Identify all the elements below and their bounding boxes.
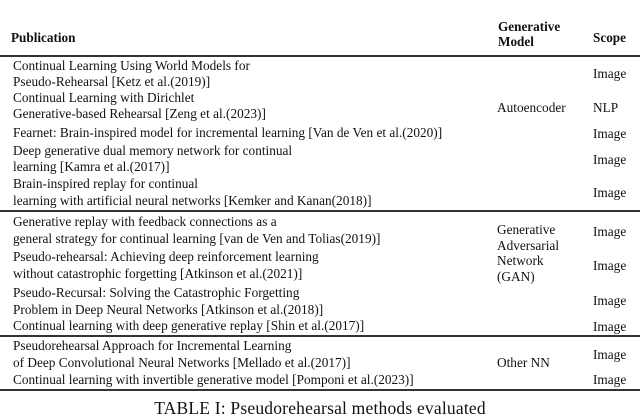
row-2-line-2: Generative-based Rehearsal [Zeng et al.(2023)] bbox=[13, 106, 266, 121]
row-1-scope: Image bbox=[593, 66, 627, 81]
row-5-scope: Image bbox=[593, 185, 627, 200]
row-1-line-2: Pseudo-Rehearsal [Ketz et al.(2019)] bbox=[13, 74, 211, 89]
row-5-line-2: learning with artificial neural networks [Kemker and Kanan(2018)] bbox=[13, 193, 372, 208]
row-2-line-1: Continual Learning with Dirichlet bbox=[13, 90, 195, 105]
model-gan: Generative Adversarial Network (GAN) bbox=[497, 222, 560, 284]
row-8-line-2: Problem in Deep Neural Networks [Atkinson et al.(2018)] bbox=[13, 302, 324, 317]
row-2-scope: NLP bbox=[593, 100, 619, 115]
row-7-scope: Image bbox=[593, 258, 627, 273]
row-10-line-2: of Deep Convolutional Neural Networks [Mellado et al.(2017)] bbox=[13, 355, 351, 370]
row-5-line-1: Brain-inspired replay for continual bbox=[13, 176, 198, 191]
row-4-line-1: Deep generative dual memory network for continual bbox=[13, 143, 293, 158]
row-9-line-1: Continual learning with deep generative replay [Shin et al.(2017)] bbox=[13, 318, 365, 333]
header-generative-model: Generative Model bbox=[498, 19, 561, 49]
row-4-scope: Image bbox=[593, 152, 627, 167]
row-8-line-1: Pseudo-Recursal: Solving the Catastrophic Forgetting bbox=[13, 285, 300, 300]
header-publication: Publication bbox=[11, 30, 76, 45]
table-header bbox=[0, 16, 640, 56]
bottom-rule bbox=[0, 389, 640, 391]
row-8-scope: Image bbox=[593, 293, 627, 308]
row-4-line-2: learning [Kamra et al.(2017)] bbox=[13, 159, 170, 174]
row-7-line-1: Pseudo-rehearsal: Achieving deep reinforcement learning bbox=[13, 249, 319, 264]
row-1-line-1: Continual Learning Using World Models for bbox=[13, 58, 250, 73]
model-autoencoder: Autoencoder bbox=[497, 100, 566, 115]
group-separator-1 bbox=[0, 210, 640, 212]
row-10-line-1: Pseudorehearsal Approach for Incremental Learning bbox=[13, 338, 292, 353]
row-11-scope: Image bbox=[593, 372, 627, 387]
row-6-scope: Image bbox=[593, 224, 627, 239]
row-6-line-2: general strategy for continual learning [van de Ven and Tolias(2019)] bbox=[13, 231, 381, 246]
row-3-line-1: Fearnet: Brain-inspired model for incremental learning [Van de Ven et al.(2020)] bbox=[13, 125, 443, 140]
header-rule bbox=[0, 55, 640, 57]
group-separator-2 bbox=[0, 335, 640, 337]
row-9-scope: Image bbox=[593, 319, 627, 334]
row-10-scope: Image bbox=[593, 347, 627, 362]
header-scope: Scope bbox=[593, 30, 626, 45]
model-other-nn: Other NN bbox=[497, 355, 550, 370]
row-11-line-1: Continual learning with invertible generative model [Pomponi et al.(2023)] bbox=[13, 372, 414, 387]
row-3-scope: Image bbox=[593, 126, 627, 141]
row-7-line-2: without catastrophic forgetting [Atkinson et al.(2021)] bbox=[13, 266, 303, 281]
row-6-line-1: Generative replay with feedback connections as a bbox=[13, 214, 277, 229]
table-caption: TABLE I: Pseudorehearsal methods evaluated bbox=[154, 398, 486, 418]
